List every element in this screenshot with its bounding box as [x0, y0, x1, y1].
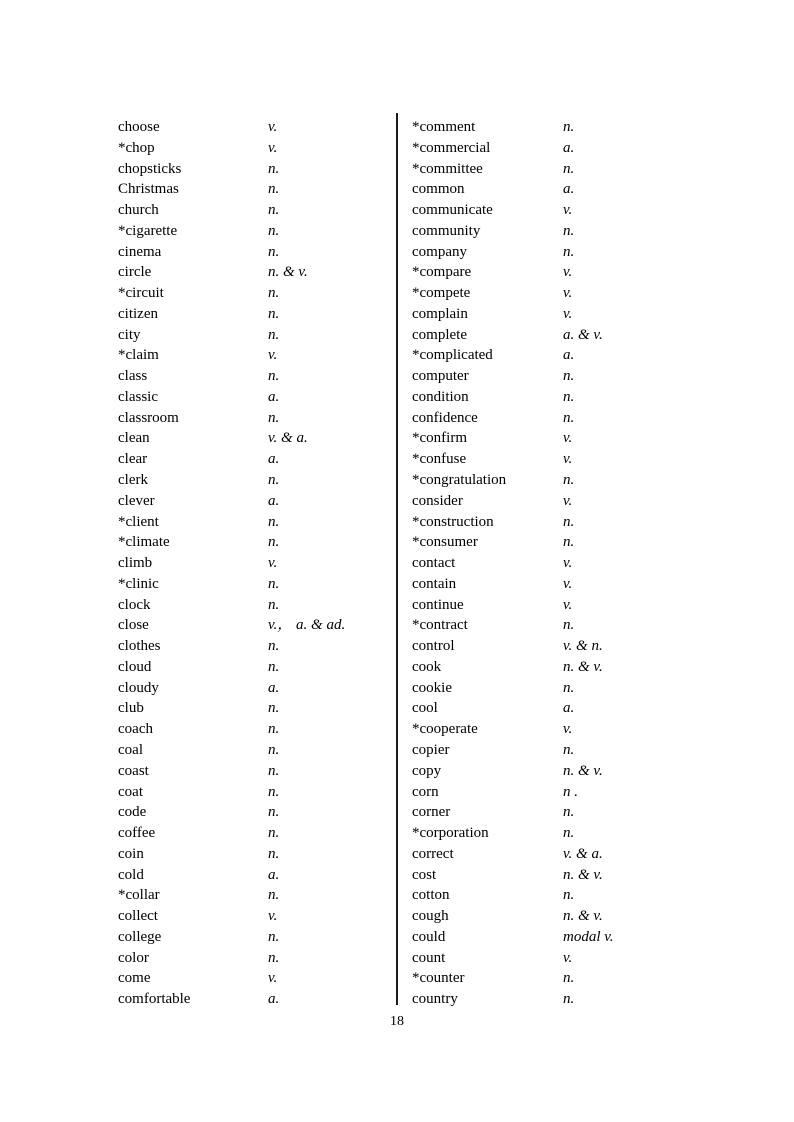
word-text: *contract: [412, 617, 468, 634]
word-row: [118, 428, 392, 449]
word-text: cough: [412, 908, 449, 925]
word-row: [412, 159, 722, 180]
word-text: *chop: [118, 139, 155, 156]
word-text: communicate: [412, 202, 493, 219]
part-of-speech: n.: [563, 804, 575, 821]
word-row: [118, 782, 392, 803]
part-of-speech: n.: [563, 741, 575, 758]
word-row: [412, 823, 722, 844]
word-text: clerk: [118, 472, 148, 489]
part-of-speech: v.: [563, 305, 573, 322]
word-text: citizen: [118, 305, 158, 322]
word-text: consider: [412, 492, 463, 509]
word-text: come: [118, 970, 151, 987]
word-row: [118, 283, 392, 304]
part-of-speech: a.: [268, 451, 280, 468]
word-row: [412, 138, 722, 159]
word-text: classroom: [118, 409, 179, 426]
part-of-speech: a.: [563, 181, 575, 198]
part-of-speech: n.: [268, 534, 280, 551]
part-of-speech: n.: [268, 741, 280, 758]
word-row: [118, 512, 392, 533]
word-row: [412, 408, 722, 429]
word-row: [412, 782, 722, 803]
word-text: *complicated: [412, 347, 493, 364]
part-of-speech: n.: [268, 513, 280, 530]
word-text: city: [118, 326, 141, 343]
part-of-speech: n.: [268, 825, 280, 842]
word-text: college: [118, 928, 162, 945]
word-row: [118, 138, 392, 159]
word-text: count: [412, 949, 446, 966]
part-of-speech: n.: [563, 119, 575, 135]
word-text: copier: [412, 741, 450, 758]
word-row: [118, 657, 392, 678]
word-text: coast: [118, 762, 149, 779]
word-row: [412, 200, 722, 221]
word-text: clever: [118, 492, 155, 509]
word-text: club: [118, 700, 144, 717]
word-row: [412, 740, 722, 761]
word-row: [412, 491, 722, 512]
word-text: *congratulation: [412, 472, 507, 489]
part-of-speech: n.: [563, 887, 575, 904]
word-row: [118, 366, 392, 387]
word-text: code: [118, 804, 147, 821]
word-row: [412, 865, 722, 886]
word-row: [412, 595, 722, 616]
part-of-speech: n.: [268, 472, 280, 489]
word-row: [412, 927, 722, 948]
word-text: clean: [118, 430, 150, 447]
word-row: [412, 553, 722, 574]
word-text: collect: [118, 908, 158, 925]
word-row: [118, 159, 392, 180]
word-row: [118, 636, 392, 657]
word-text: cinema: [118, 243, 162, 260]
word-row: [412, 698, 722, 719]
part-of-speech: v.: [563, 202, 573, 219]
word-text: *consumer: [412, 534, 478, 551]
word-row: [118, 865, 392, 886]
word-text: copy: [412, 762, 442, 779]
part-of-speech: n. & v.: [268, 264, 308, 281]
word-row: [118, 574, 392, 595]
word-text: circle: [118, 264, 152, 281]
word-row: [412, 117, 722, 138]
word-text: complete: [412, 326, 467, 343]
word-row: [412, 428, 722, 449]
word-row: [412, 948, 722, 969]
word-text: close: [118, 617, 149, 634]
word-row: [118, 242, 392, 263]
word-row: [412, 636, 722, 657]
part-of-speech: n.: [268, 285, 280, 302]
word-text: continue: [412, 596, 464, 613]
word-text: corn: [412, 783, 439, 800]
word-text: *confirm: [412, 430, 467, 447]
part-of-speech: n. & v.: [563, 762, 603, 779]
word-text: clock: [118, 596, 151, 613]
word-row: [412, 678, 722, 699]
word-text: cotton: [412, 887, 450, 904]
word-text: *client: [118, 513, 159, 530]
part-of-speech: n.: [268, 887, 280, 904]
word-row: [118, 761, 392, 782]
word-text: *corporation: [412, 825, 489, 842]
word-text: complain: [412, 305, 468, 322]
part-of-speech: n.: [563, 243, 575, 260]
column-divider-line: [396, 113, 398, 1005]
part-of-speech: v.: [563, 721, 573, 738]
part-of-speech: n.: [563, 513, 575, 530]
word-text: coal: [118, 741, 143, 758]
word-text: cold: [118, 866, 144, 883]
word-text: cook: [412, 658, 442, 675]
word-text: climb: [118, 555, 153, 572]
part-of-speech: n.: [268, 181, 280, 198]
part-of-speech: n.: [268, 575, 280, 592]
word-row: [118, 615, 392, 636]
word-row: [118, 491, 392, 512]
word-row: [412, 345, 722, 366]
word-row: [118, 740, 392, 761]
word-row: [412, 615, 722, 636]
part-of-speech: v.: [268, 347, 278, 364]
word-text: condition: [412, 388, 469, 405]
word-row: [118, 802, 392, 823]
part-of-speech: v.: [563, 596, 573, 613]
word-row: [118, 304, 392, 325]
word-row: [118, 719, 392, 740]
word-row: [118, 823, 392, 844]
part-of-speech: a.: [563, 700, 575, 717]
part-of-speech: n.: [268, 721, 280, 738]
word-text: *comment: [412, 119, 476, 135]
word-text: classic: [118, 388, 158, 405]
part-of-speech: n.: [563, 472, 575, 489]
word-text: community: [412, 222, 481, 239]
word-text: country: [412, 991, 458, 1008]
word-row: [118, 532, 392, 553]
word-text: corner: [412, 804, 451, 821]
word-row: [118, 885, 392, 906]
word-row: [118, 844, 392, 865]
part-of-speech: a.: [268, 388, 280, 405]
word-list-column-left: [118, 117, 392, 1010]
word-row: [118, 345, 392, 366]
word-text: computer: [412, 368, 469, 385]
part-of-speech: v.: [268, 119, 278, 135]
part-of-speech: a.: [268, 492, 280, 509]
word-text: cost: [412, 866, 437, 883]
part-of-speech: n.: [268, 368, 280, 385]
word-text: contain: [412, 575, 457, 592]
word-text: church: [118, 202, 159, 219]
word-row: [412, 325, 722, 346]
word-row: [412, 387, 722, 408]
part-of-speech: v. & a.: [268, 430, 308, 447]
part-of-speech: n.: [563, 991, 575, 1008]
word-row: [412, 221, 722, 242]
part-of-speech: n.: [268, 160, 280, 177]
word-row: [412, 574, 722, 595]
word-text: *confuse: [412, 451, 467, 468]
word-text: coffee: [118, 825, 156, 842]
part-of-speech: n.: [268, 222, 280, 239]
word-text: cloudy: [118, 679, 159, 696]
word-text: *clinic: [118, 575, 159, 592]
page-number: 18: [390, 1014, 404, 1029]
word-row: [412, 304, 722, 325]
word-text: control: [412, 638, 455, 655]
word-row: [412, 470, 722, 491]
word-text: *commercial: [412, 139, 491, 156]
part-of-speech: n. & v.: [563, 658, 603, 675]
word-row: [118, 948, 392, 969]
part-of-speech: v.: [268, 908, 278, 925]
part-of-speech: n.: [563, 825, 575, 842]
word-text: chopsticks: [118, 160, 182, 177]
part-of-speech: n.: [563, 534, 575, 551]
word-row: [118, 989, 392, 1010]
part-of-speech: v.: [268, 970, 278, 987]
word-row: [118, 387, 392, 408]
part-of-speech: a.: [268, 866, 280, 883]
part-of-speech: modal v.: [563, 928, 614, 945]
part-of-speech: n.: [563, 368, 575, 385]
word-text: *climate: [118, 534, 170, 551]
word-row: [412, 968, 722, 989]
word-row: [118, 221, 392, 242]
word-row: [412, 366, 722, 387]
word-text: *cigarette: [118, 222, 178, 239]
part-of-speech: v. & n.: [563, 638, 603, 655]
part-of-speech: n.: [563, 409, 575, 426]
word-row: [412, 885, 722, 906]
word-row: [118, 449, 392, 470]
part-of-speech: n.: [268, 596, 280, 613]
part-of-speech: n.: [268, 202, 280, 219]
part-of-speech: a.: [563, 347, 575, 364]
part-of-speech: n.: [268, 326, 280, 343]
part-of-speech: v.: [563, 949, 573, 966]
word-text: common: [412, 181, 465, 198]
word-row: [118, 678, 392, 699]
word-text: *cooperate: [412, 721, 478, 738]
word-text: Christmas: [118, 181, 179, 198]
part-of-speech: n.: [563, 222, 575, 239]
part-of-speech: v.， a. & ad.: [268, 617, 346, 634]
word-row: [412, 906, 722, 927]
word-row: [118, 906, 392, 927]
part-of-speech: v.: [563, 555, 573, 572]
part-of-speech: v.: [563, 451, 573, 468]
word-text: choose: [118, 119, 160, 135]
part-of-speech: a. & v.: [563, 326, 603, 343]
part-of-speech: v.: [563, 492, 573, 509]
part-of-speech: v.: [563, 575, 573, 592]
word-row: [412, 262, 722, 283]
word-text: color: [118, 949, 149, 966]
word-text: *counter: [412, 970, 465, 987]
part-of-speech: n.: [268, 409, 280, 426]
part-of-speech: v.: [563, 285, 573, 302]
word-text: *compare: [412, 264, 472, 281]
part-of-speech: n.: [563, 970, 575, 987]
word-row: [412, 844, 722, 865]
word-row: [118, 698, 392, 719]
part-of-speech: n.: [268, 305, 280, 322]
word-text: clothes: [118, 638, 161, 655]
part-of-speech: n.: [268, 243, 280, 260]
word-text: cool: [412, 700, 438, 717]
part-of-speech: n.: [268, 928, 280, 945]
word-row: [412, 989, 722, 1010]
part-of-speech: n.: [563, 388, 575, 405]
word-row: [118, 117, 392, 138]
word-text: comfortable: [118, 991, 191, 1008]
part-of-speech: n.: [268, 845, 280, 862]
word-row: [412, 719, 722, 740]
word-row: [118, 262, 392, 283]
part-of-speech: a.: [268, 991, 280, 1008]
word-row: [118, 968, 392, 989]
word-row: [118, 927, 392, 948]
part-of-speech: n.: [563, 617, 575, 634]
word-row: [118, 200, 392, 221]
word-row: [412, 242, 722, 263]
word-row: [118, 408, 392, 429]
part-of-speech: v.: [563, 264, 573, 281]
word-text: *construction: [412, 513, 494, 530]
word-row: [118, 179, 392, 200]
part-of-speech: v.: [268, 555, 278, 572]
word-text: coat: [118, 783, 143, 800]
part-of-speech: v.: [268, 139, 278, 156]
part-of-speech: a.: [563, 139, 575, 156]
word-text: cloud: [118, 658, 152, 675]
part-of-speech: n.: [268, 804, 280, 821]
word-row: [412, 761, 722, 782]
word-text: contact: [412, 555, 456, 572]
word-row: [412, 512, 722, 533]
part-of-speech: n.: [268, 949, 280, 966]
word-text: *claim: [118, 347, 159, 364]
part-of-speech: n.: [268, 638, 280, 655]
part-of-speech: n.: [268, 700, 280, 717]
part-of-speech: n.: [268, 762, 280, 779]
word-text: *circuit: [118, 285, 164, 302]
word-row: [118, 595, 392, 616]
part-of-speech: n .: [563, 783, 578, 800]
part-of-speech: v. & a.: [563, 845, 603, 862]
word-text: coin: [118, 845, 144, 862]
word-text: class: [118, 368, 148, 385]
part-of-speech: n. & v.: [563, 866, 603, 883]
part-of-speech: a.: [268, 679, 280, 696]
word-text: *compete: [412, 285, 471, 302]
part-of-speech: n.: [268, 783, 280, 800]
word-text: company: [412, 243, 467, 260]
word-row: [412, 283, 722, 304]
word-row: [412, 657, 722, 678]
part-of-speech: n.: [563, 160, 575, 177]
word-row: [118, 325, 392, 346]
word-row: [412, 179, 722, 200]
word-list-column-right: [412, 117, 722, 1010]
word-row: [412, 802, 722, 823]
word-row: [118, 470, 392, 491]
word-text: clear: [118, 451, 148, 468]
part-of-speech: n. & v.: [563, 908, 603, 925]
word-row: [412, 449, 722, 470]
part-of-speech: n.: [563, 679, 575, 696]
part-of-speech: v.: [563, 430, 573, 447]
word-text: confidence: [412, 409, 478, 426]
word-text: *collar: [118, 887, 160, 904]
word-text: cookie: [412, 679, 452, 696]
word-text: could: [412, 928, 446, 945]
word-row: [412, 532, 722, 553]
word-text: coach: [118, 721, 153, 738]
word-text: correct: [412, 845, 454, 862]
word-text: *committee: [412, 160, 483, 177]
part-of-speech: n.: [268, 658, 280, 675]
word-row: [118, 553, 392, 574]
